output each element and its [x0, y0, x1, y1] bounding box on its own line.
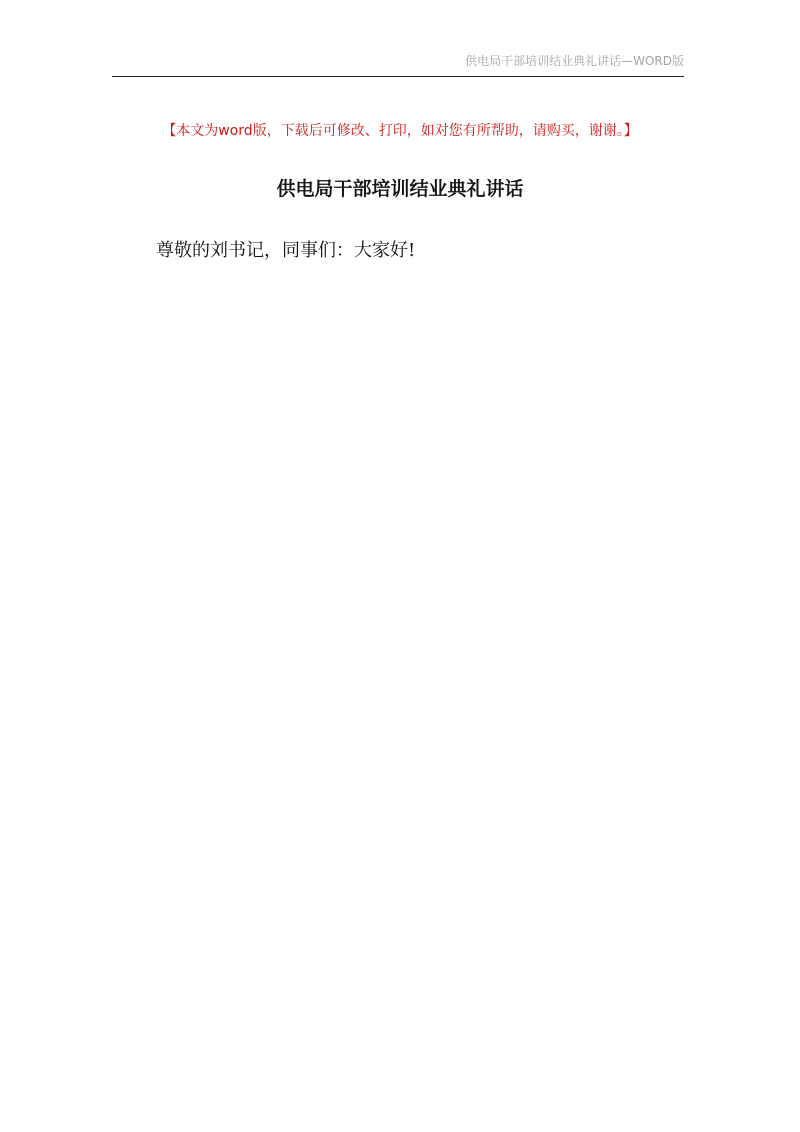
page-header — [112, 50, 684, 77]
download-notice: 【本文为word版，下载后可修改、打印，如对您有所帮助，请购买，谢谢。】 — [162, 123, 638, 139]
greeting-line: 尊敬的刘书记，同事们：大家好! — [156, 240, 416, 261]
header-title: 供电局干部培训结业典礼讲话—WORD版 — [465, 54, 684, 68]
document-title: 供电局干部培训结业典礼讲话 — [276, 178, 524, 200]
